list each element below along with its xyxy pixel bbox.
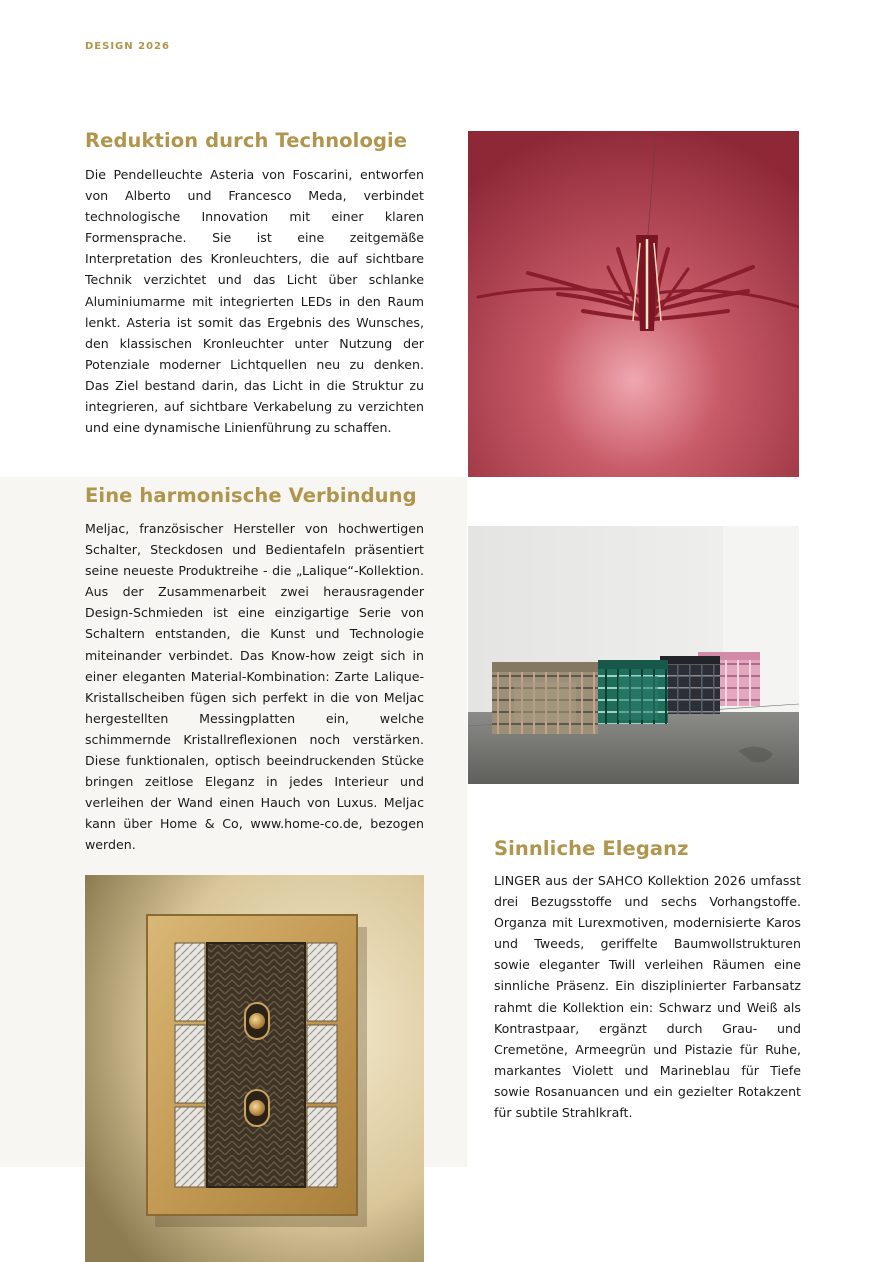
switch-plate-image <box>85 875 424 1262</box>
heading-harmonische-verbindung: Eine harmonische Verbindung <box>85 484 417 507</box>
body-sinnliche-eleganz: LINGER aus der SAHCO Kollektion 2026 umfasst drei Bezugsstoffe und sechs Vorhangstoffe. Organza mit Lurexmotiven, modernisierte Karos und Tweeds, geriffelte Baumwollstrukturen sowie eleganter Twill verleihen Räumen eine sinnliche Präsenz. Ein disziplinierter Farbansatz rahmt die Kollektion ein: Schwarz und Weiß als Kontrastpaar, ergänzt durch Grau- und Cremetöne, Armeegrün und Pistazie für Ruhe, markantes Violett und Marineblau für Tiefe sowie Rosanuancen und ein gezielter Rotakzent für subtile Strahlkraft. <box>494 873 801 1121</box>
armchairs-image <box>468 526 799 784</box>
body-reduktion: Die Pendelleuchte Asteria von Foscarini, entworfen von Alberto und Francesco Meda, verbindet technologische Innovation mit einer klaren Formensprache. Sie ist eine zeitgemäße Interpretation des Kronleuchters, die auf sichtbare Technik verzichtet und das Licht über schlanke Aluminiumarme mit integrierten LEDs in den Raum lenkt. Asteria ist somit das Ergebnis des Wunsches, den klassischen Kronleuchter unter Nutzung der Potenziale moderner Lichtquellen neu zu denken. Das Ziel bestand darin, das Licht in die Struktur zu integrieren, auf sichtbare Verkabelung zu verzichten und eine dynamische Linienführung zu schaffen. <box>85 167 424 436</box>
body-harmonische-verbindung: Meljac, französischer Hersteller von hochwertigen Schalter, Steckdosen und Bedientafeln präsentiert seine neueste Produktreihe - die „Lalique“-Kollektion. Aus der Zusammenarbeit zwei herausragender Design-Schmieden ist eine einzigartige Serie von Schaltern entstanden, die Kunst und Technologie miteinander verbindet. Das Know-how zeigt sich in einer eleganten Material-Kombination: Zarte Lalique- Kristallscheiben fügen sich perfekt in die von Meljac hergestellten Messingplatten ein, welche schimmernde Kristallreflexionen noch verstärken. Diese funktionalen, optisch beeindruckenden Stücke bringen zeitlose Eleganz in jedes Interieur und verleihen der Wand einen Hauch von Luxus. Meljac kann über Home & Co, www.home-co.de, bezogen werden. <box>85 521 424 853</box>
heading-sinnliche-eleganz: Sinnliche Eleganz <box>494 837 689 860</box>
pendant-lamp-image <box>468 131 799 477</box>
section-label: DESIGN 2026 <box>85 41 170 52</box>
heading-reduktion: Reduktion durch Technologie <box>85 129 408 152</box>
